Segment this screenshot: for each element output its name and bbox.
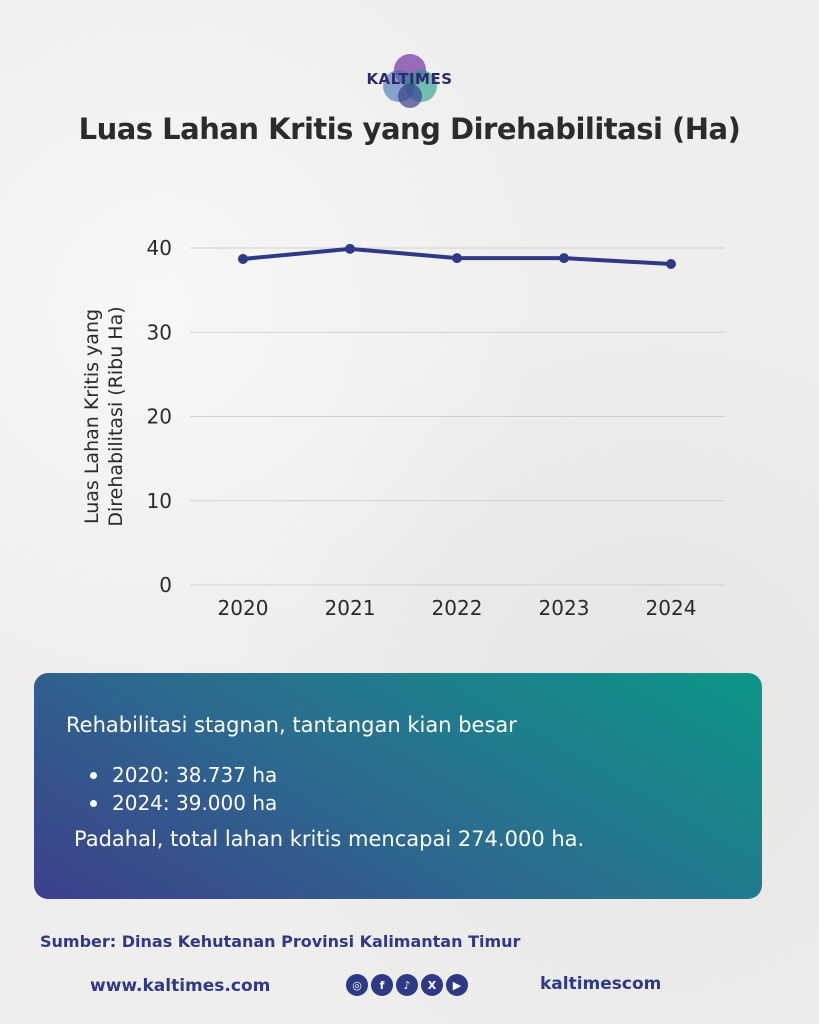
data-point-2020 <box>238 254 248 264</box>
x-tick-label: 2024 <box>645 596 697 620</box>
panel-note: Padahal, total lahan kritis mencapai 274.000 ha. <box>74 827 585 851</box>
x-tick-label: 2021 <box>324 596 376 620</box>
y-tick-label: 40 <box>146 236 172 260</box>
youtube-icon[interactable]: ▶ <box>446 974 468 996</box>
data-point-2021 <box>345 244 355 254</box>
instagram-icon[interactable]: ◎ <box>346 974 368 996</box>
x-icon[interactable]: X <box>421 974 443 996</box>
data-point-2022 <box>452 253 462 263</box>
tiktok-icon[interactable]: ♪ <box>396 974 418 996</box>
source-text: Sumber: Dinas Kehutanan Provinsi Kalimantan Timur <box>40 932 521 951</box>
page-title: Luas Lahan Kritis yang Direhabilitasi (Ha) <box>78 112 741 146</box>
x-tick-label: 2020 <box>217 596 269 620</box>
y-tick-label: 0 <box>159 573 172 597</box>
brand-logo <box>0 52 819 112</box>
y-axis-label-line-2: Direhabilitasi (Ribu Ha) <box>105 306 127 527</box>
bullet-2020: 2020: 38.737 ha <box>90 761 277 789</box>
y-axis-label: Luas Lahan Kritis yang <box>81 308 103 525</box>
panel-heading: Rehabilitasi stagnan, tantangan kian besar <box>66 713 517 737</box>
panel-bullets <box>90 761 277 817</box>
website-link[interactable]: www.kaltimes.com <box>90 976 271 996</box>
data-point-2023 <box>559 253 569 263</box>
y-tick-label: 30 <box>146 320 172 345</box>
x-tick-label: 2023 <box>538 596 590 620</box>
y-tick-label: 10 <box>146 488 172 513</box>
summary-panel <box>34 673 762 899</box>
social-handle[interactable]: kaltimescom <box>540 974 662 994</box>
data-point-2024 <box>666 259 676 269</box>
logo-text: KALTIMES <box>366 70 453 88</box>
facebook-icon[interactable]: f <box>371 974 393 996</box>
social-icons <box>346 974 468 996</box>
line-chart <box>60 220 740 630</box>
bullet-2024: 2024: 39.000 ha <box>90 789 277 817</box>
x-tick-label: 2022 <box>431 596 483 620</box>
y-tick-label: 20 <box>146 404 172 429</box>
